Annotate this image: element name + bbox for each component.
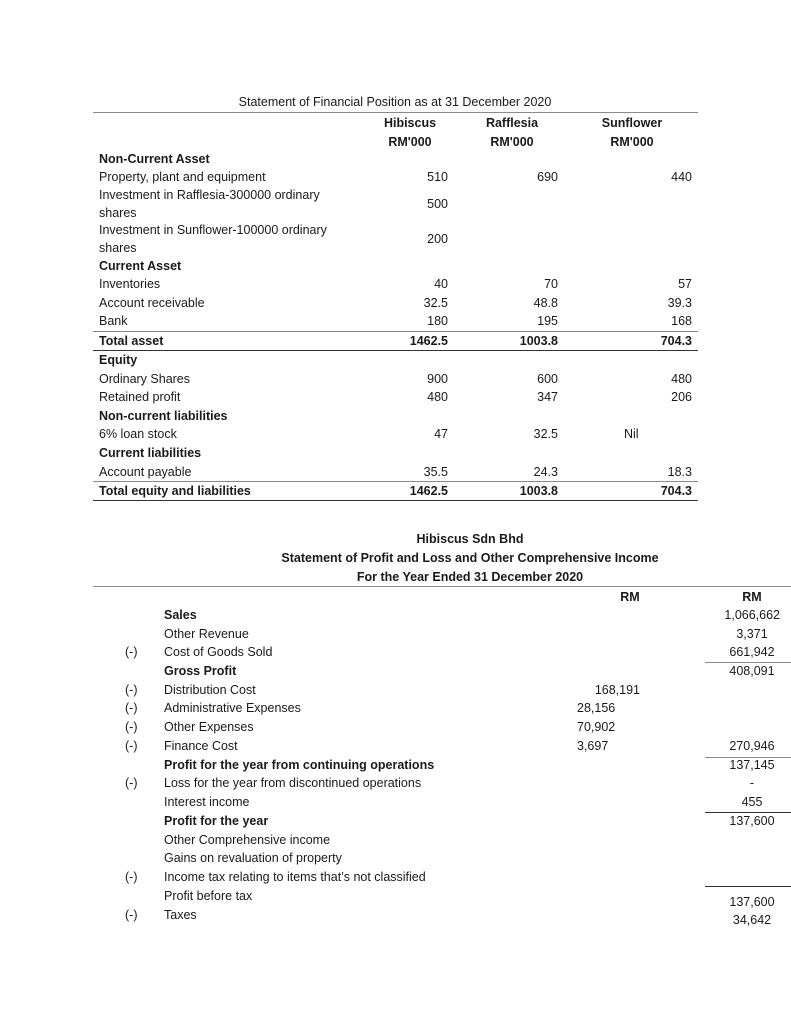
pl-sign: (-) [125,776,138,790]
cell-hibiscus: 480 [427,390,448,404]
pl-cell-c2: 137,600 [729,895,775,909]
pl-cell-c2: 455 [741,795,763,809]
row-label: Property, plant and equipment [99,170,266,184]
row-label-cont: shares [99,241,137,255]
pl-sign: (-) [125,645,138,659]
pl-row-label: Interest income [164,795,250,809]
cell-sunflower: 480 [671,372,692,386]
pl-row-label: Gains on revaluation of property [164,851,342,865]
cell-sunflower: 704.3 [660,334,692,348]
pl-sign: (-) [125,683,138,697]
pl-row-label: Income tax relating to items that’s not classified [164,870,426,884]
cell-rafflesia: 690 [537,170,558,184]
row-label: Non-current liabilities [99,409,228,423]
row-label: Investment in Rafflesia-300000 ordinary [99,188,320,202]
cell-hibiscus: 500 [427,197,448,211]
pl-cell-c1: 168,191 [594,683,640,697]
col-header-rafflesia: Rafflesia [485,116,539,130]
rule [705,812,791,813]
pl-row-label: Distribution Cost [164,683,256,697]
pl-period: For the Year Ended 31 December 2020 [356,570,584,584]
pl-row-label: Other Revenue [164,627,249,641]
row-label: Ordinary Shares [99,372,191,386]
pl-sign: (-) [125,739,138,753]
col-unit-sunflower: RM'000 [610,135,654,149]
cell-rafflesia: 24.3 [533,465,558,479]
pl-cell-c2: - [749,776,755,790]
pl-row-label: Profit for the year [164,814,269,828]
pl-col1-header: RM [620,590,640,604]
row-label: Total asset [99,334,164,348]
pl-row-label: Profit before tax [164,889,253,903]
pl-row-label: Loss for the year from discontinued operations [164,776,422,790]
pl-sign: (-) [125,870,138,884]
pl-cell-c2: 1,066,662 [724,608,780,622]
pl-cell-c2: 137,600 [729,814,775,828]
cell-rafflesia: 1003.8 [519,484,558,498]
sofp-top-rule [93,112,698,113]
col-header-sunflower: Sunflower [601,116,663,130]
pl-row-label: Other Comprehensive income [164,833,331,847]
pl-cell-c1: 28,156 [577,701,616,715]
row-label: Account payable [99,465,192,479]
rule [705,662,791,663]
cell-rafflesia: 1003.8 [519,334,558,348]
pl-cell-c1: 70,902 [577,720,616,734]
cell-sunflower: 168 [671,314,692,328]
rule [705,886,791,887]
row-label: Bank [99,314,128,328]
cell-sunflower: 704.3 [660,484,692,498]
cell-rafflesia: 32.5 [533,427,558,441]
pl-cell-c1: 3,697 [577,739,609,753]
cell-hibiscus: 47 [434,427,448,441]
row-label: Investment in Sunflower-100000 ordinary [99,223,327,237]
cell-sunflower: 18.3 [667,465,692,479]
row-label: Current Asset [99,259,182,273]
cell-sunflower: 39.3 [667,296,692,310]
pl-cell-c2: 3,371 [736,627,768,641]
rule [93,481,698,482]
pl-row-label: Profit for the year from continuing operations [164,758,435,772]
pl-cell-c2: 137,145 [729,758,775,772]
row-label: Equity [99,353,138,367]
row-label: 6% loan stock [99,427,177,441]
pl-row-label: Taxes [164,908,197,922]
pl-sign: (-) [125,701,138,715]
cell-sunflower: Nil [624,427,639,441]
pl-row-label: Cost of Goods Sold [164,645,273,659]
pl-col2-header: RM [742,590,762,604]
row-label: Current liabilities [99,446,202,460]
col-header-hibiscus: Hibiscus [383,116,437,130]
pl-row-label: Sales [164,608,197,622]
cell-hibiscus: 35.5 [423,465,448,479]
pl-row-label: Gross Profit [164,664,237,678]
cell-sunflower: 57 [678,277,692,291]
cell-sunflower: 206 [671,390,692,404]
cell-hibiscus: 1462.5 [409,484,448,498]
cell-rafflesia: 600 [537,372,558,386]
cell-rafflesia: 70 [544,277,558,291]
pl-row-label: Other Expenses [164,720,254,734]
pl-cell-c2: 34,642 [732,913,772,927]
pl-top-rule [93,586,791,587]
row-label: Total equity and liabilities [99,484,251,498]
pl-company: Hibiscus Sdn Bhd [416,532,524,546]
col-unit-rafflesia: RM'000 [490,135,534,149]
cell-rafflesia: 347 [537,390,558,404]
pl-title: Statement of Profit and Loss and Other Comprehensive Income [281,551,659,565]
row-label: Inventories [99,277,161,291]
cell-rafflesia: 48.8 [533,296,558,310]
cell-hibiscus: 900 [427,372,448,386]
pl-row-label: Finance Cost [164,739,238,753]
cell-hibiscus: 1462.5 [409,334,448,348]
row-label: Retained profit [99,390,181,404]
pl-sign: (-) [125,908,138,922]
cell-hibiscus: 180 [427,314,448,328]
cell-hibiscus: 200 [427,232,448,246]
rule [93,500,698,501]
rule [93,331,698,332]
rule [93,350,698,351]
cell-hibiscus: 40 [434,277,448,291]
sofp-title: Statement of Financial Position as at 31 December 2020 [238,95,552,109]
pl-row-label: Administrative Expenses [164,701,301,715]
pl-cell-c2: 661,942 [729,645,775,659]
cell-rafflesia: 195 [537,314,558,328]
row-label: Account receivable [99,296,205,310]
cell-sunflower: 440 [671,170,692,184]
cell-hibiscus: 32.5 [423,296,448,310]
cell-hibiscus: 510 [427,170,448,184]
pl-cell-c2: 270,946 [729,739,775,753]
pl-cell-c2: 408,091 [729,664,775,678]
row-label-cont: shares [99,206,137,220]
col-unit-hibiscus: RM'000 [388,135,432,149]
row-label: Non-Current Asset [99,152,210,166]
pl-sign: (-) [125,720,138,734]
